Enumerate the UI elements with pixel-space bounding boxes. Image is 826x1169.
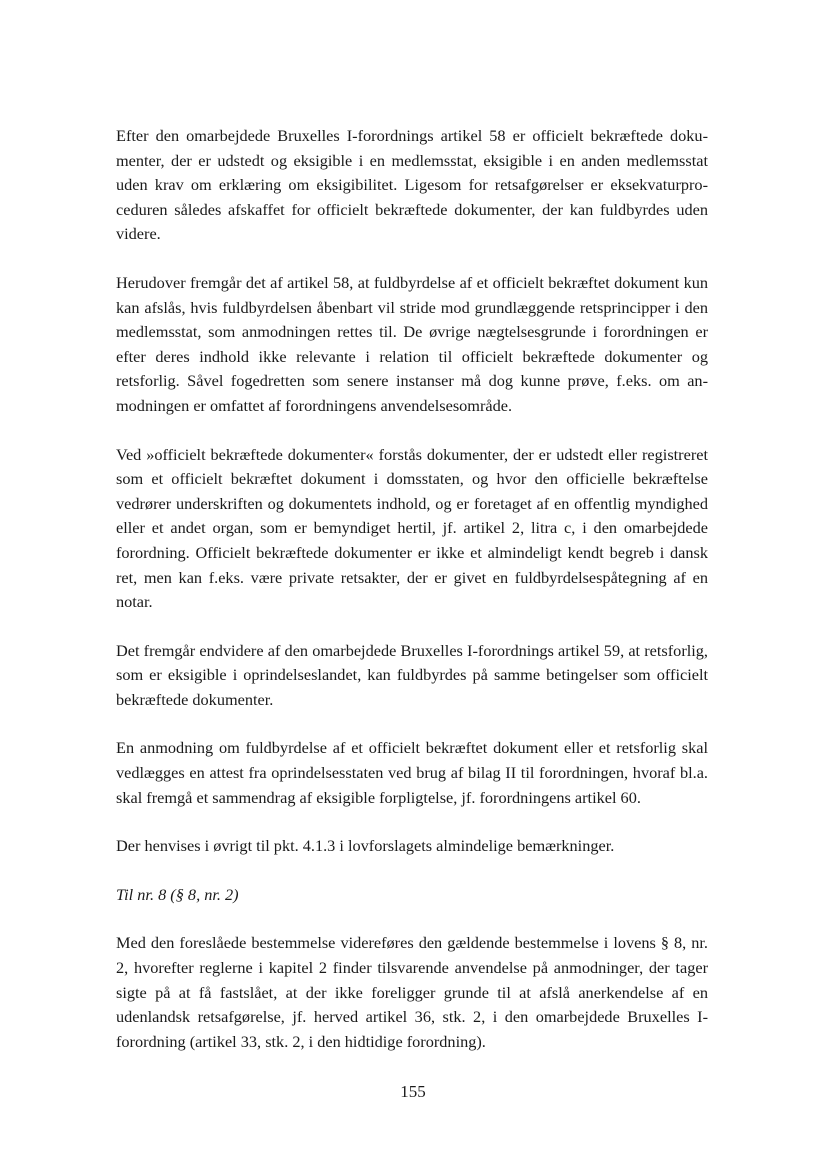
section-heading: Til nr. 8 (§ 8, nr. 2): [116, 884, 239, 904]
paragraph-2: Herudover fremgår det af artikel 58, at fuldbyrdelse af et officielt bekræftet dokument kun kan afslås, hvis fuldbyrdelsen åbenbart vil stride mod grundlæggende retsprincipper i den medlemsstat, som anmodningen rettes til. De øvrige nægtelsesgrunde i forordningen er efter deres indhold ikke relevante i relation til officielt bekræftede dokumenter og retsforlig. Såvel fogedretten som senere instanser må dog kunne prøve, f.eks. om anmodningen er omfattet af forordningens anvendelsesområde.: [116, 272, 708, 415]
paragraph-4: Det fremgår endvidere af den omarbejdede Bruxelles I-forordnings artikel 59, at retsforlig, som er eksigible i oprindelseslandet, kan fuldbyrdes på samme betingelser som officielt bekræftede dokumenter.: [116, 640, 708, 709]
paragraph-3: Ved »officielt bekræftede dokumenter« forstås dokumenter, der er udstedt eller registreret som et officielt bekræftet dokument i domsstaten, og hvor den officielle bekræftelse vedrører underskriften og dokumentets indhold, og er foretaget af en offentlig myndighed eller et andet organ, som er bemyndiget hertil, jf. artikel 2, litra c, i den omarbejdede forordning. Officielt bekræftede dokumenter er ikke et almindeligt kendt begreb i dansk ret, men kan f.eks. være private retsakter, der er givet en fuldbyrdelsespåtegning af en notar.: [116, 444, 708, 612]
paragraph-5: En anmodning om fuldbyrdelse af et officielt bekræftet dokument eller et retsforlig skal vedlægges en attest fra oprindelsesstaten ved brug af bilag II til forordningen, hvoraf bl.a. skal fremgå et sammendrag af eksigible forpligtelse, jf. forordningens artikel 60.: [116, 738, 708, 807]
paragraph-1: Efter den omarbejdede Bruxelles I-forordnings artikel 58 er officielt bekræftede dokumenter, der er udstedt og eksigible i en medlemsstat, eksigible i en anden medlemsstat uden krav om erklæring om eksigibilitet. Ligesom for retsafgørelser er eksekvaturproceduren således afskaffet for officielt bekræftede dokumenter, der kan fuldbyrdes uden videre.: [116, 126, 708, 244]
page-number: 155: [400, 1082, 426, 1101]
document-page: [116, 124, 708, 1054]
paragraph-7: Med den foreslåede bestemmelse videreføres den gældende bestemmelse i lovens § 8, nr. 2, hvorefter reglerne i kapitel 2 finder tilsvarende anvendelse på anmodninger, der tager sigte på at få fastslået, at der ikke foreligger grunde til at afslå anerkendelse af en udenlandsk retsafgørelse, jf. herved artikel 36, stk. 2, i den omarbejdede Bruxelles I-forordning (artikel 33, stk. 2, i den hidtidige forordning).: [116, 933, 708, 1051]
paragraph-6: Der henvises i øvrigt til pkt. 4.1.3 i lovforslagets almindelige bemærkninger.: [116, 836, 615, 856]
